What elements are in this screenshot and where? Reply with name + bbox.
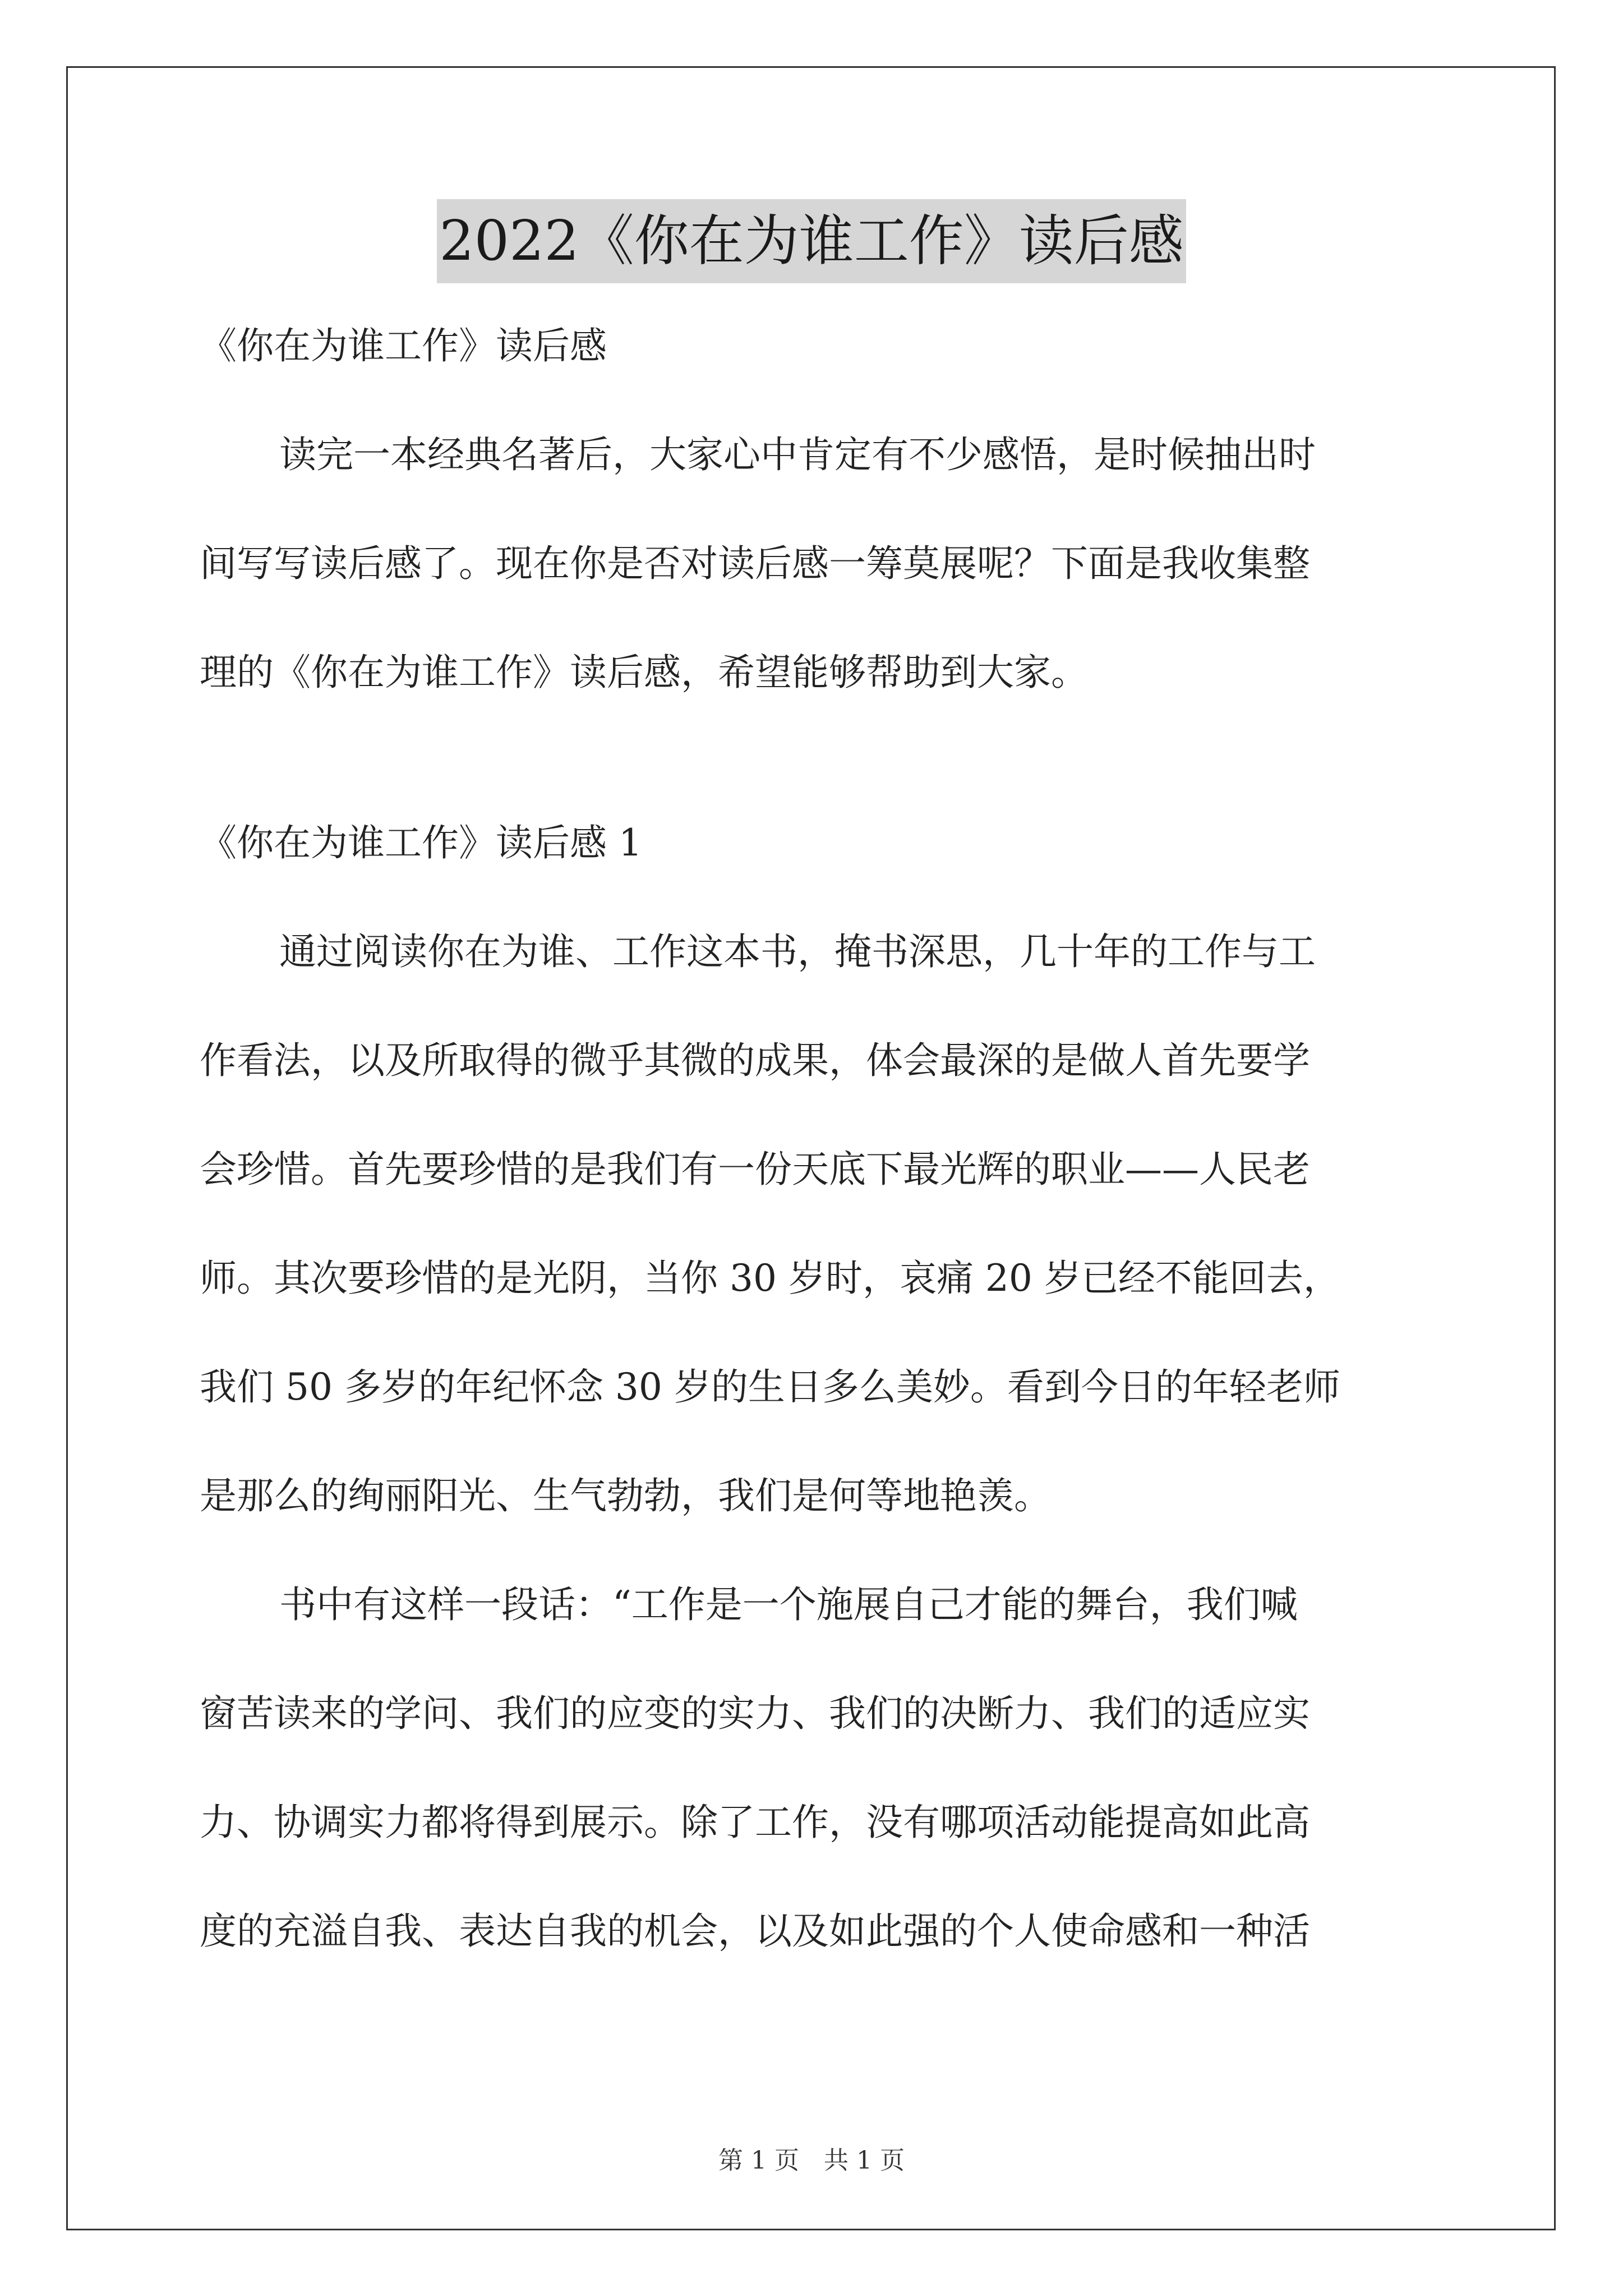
paragraph-line: 力、协调实力都将得到展示。除了工作，没有哪项活动能提高如此高: [200, 1801, 1310, 1844]
page-footer: 第 1 页 共 1 页: [718, 2146, 905, 2175]
document-title: 2022《你在为谁工作》读后感: [437, 199, 1186, 283]
paragraph-line: 我们 50 多岁的年纪怀念 30 岁的生日多么美妙。看到今日的年轻老师: [200, 1365, 1340, 1409]
section-heading: 《你在为谁工作》读后感 1: [200, 821, 642, 864]
paragraph-line: 度的充溢自我、表达自我的机会，以及如此强的个人使命感和一种活: [200, 1910, 1310, 1953]
paragraph-line: 作看法，以及所取得的微乎其微的成果，体会最深的是做人首先要学: [200, 1039, 1310, 1082]
title-container: [0, 199, 1623, 283]
paragraph-line: 窗苦读来的学问、我们的应变的实力、我们的决断力、我们的适应实: [200, 1692, 1310, 1735]
paragraph-line: 通过阅读你在为谁、工作这本书，掩书深思，几十年的工作与工: [279, 930, 1316, 973]
paragraph-line: 书中有这样一段话：“工作是一个施展自己才能的舞台，我们喊: [279, 1583, 1298, 1626]
intro-line: 间写写读后感了。现在你是否对读后感一筹莫展呢？下面是我收集整: [200, 542, 1310, 585]
subtitle: 《你在为谁工作》读后感: [200, 324, 607, 367]
paragraph-line: 是那么的绚丽阳光、生气勃勃，我们是何等地艳羡。: [200, 1474, 1051, 1517]
intro-line: 理的《你在为谁工作》读后感，希望能够帮助到大家。: [200, 651, 1088, 694]
paragraph-line: 会珍惜。首先要珍惜的是我们有一份天底下最光辉的职业——人民老: [200, 1148, 1310, 1191]
section-gap: [200, 727, 1433, 789]
document-body: [200, 292, 1433, 1986]
paragraph-line: 师。其次要珍惜的是光阴，当你 30 岁时，哀痛 20 岁已经不能回去，: [200, 1257, 1340, 1300]
intro-line: 读完一本经典名著后，大家心中肯定有不少感悟，是时候抽出时: [279, 433, 1316, 476]
